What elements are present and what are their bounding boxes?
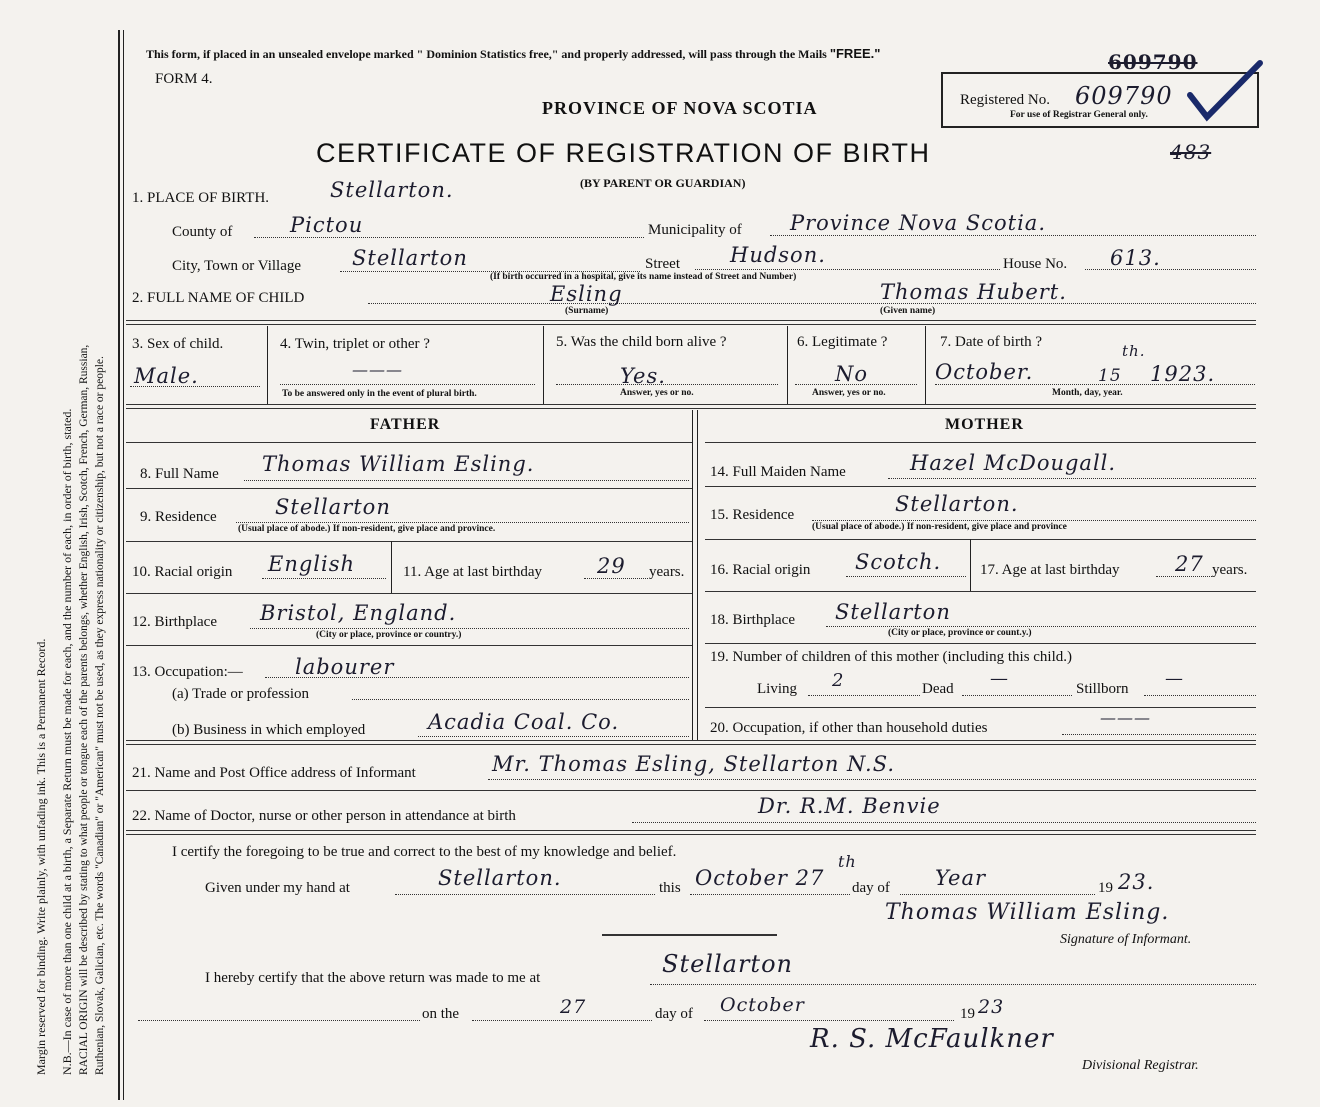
mother-birthplace-label: 18. Birthplace bbox=[710, 612, 795, 628]
father-birthplace-note: (City or place, province or country.) bbox=[316, 630, 462, 640]
mother-residence-label: 15. Residence bbox=[710, 507, 795, 523]
father-birthplace-value: Bristol, England. bbox=[260, 601, 457, 625]
mother-racial-dotline bbox=[846, 576, 966, 577]
father-racial-divider bbox=[391, 541, 392, 593]
province-heading: PROVINCE OF NOVA SCOTIA bbox=[542, 98, 818, 118]
father-trade-label: (a) Trade or profession bbox=[172, 686, 310, 702]
father-birthplace-dotline bbox=[250, 628, 689, 629]
registrar-day-dotline bbox=[472, 1020, 652, 1021]
dead-value: — bbox=[990, 668, 1009, 689]
registrar-note: For use of Registrar General only. bbox=[1010, 110, 1148, 120]
mother-birthplace-value: Stellarton bbox=[835, 600, 951, 624]
born-alive-note: Answer, yes or no. bbox=[620, 388, 694, 398]
mother-sep-1 bbox=[705, 486, 1256, 487]
dob-day: 15 bbox=[1098, 366, 1122, 386]
given-date-value: October 27 bbox=[695, 866, 825, 890]
county-label: County of bbox=[172, 224, 233, 240]
separator-top-2 bbox=[126, 324, 1256, 325]
twin-value: ——— bbox=[352, 360, 403, 379]
registrar-place-dotline bbox=[650, 984, 1256, 985]
doctor-dotline bbox=[632, 822, 1256, 823]
legitimate-note: Answer, yes or no. bbox=[812, 388, 886, 398]
this-label: this bbox=[659, 880, 681, 896]
informant-signature: Thomas William Esling. bbox=[885, 900, 1170, 925]
mother-sep-3 bbox=[705, 591, 1256, 592]
mother-age-dotline bbox=[1156, 576, 1212, 577]
col-divider-4 bbox=[543, 326, 544, 404]
born-alive-label: 5. Was the child born alive ? bbox=[556, 334, 727, 350]
living-value: 2 bbox=[832, 670, 845, 691]
city-label: City, Town or Village bbox=[172, 258, 302, 274]
registrar-month-value: October bbox=[720, 994, 805, 1016]
mother-name-dotline bbox=[888, 478, 1256, 479]
dob-day-suffix: th. bbox=[1122, 342, 1146, 360]
registrar-statement: I hereby certify that the above return was made to me at bbox=[205, 970, 541, 986]
house-label: House No. bbox=[1003, 256, 1068, 272]
dead-dotline bbox=[962, 695, 1072, 696]
on-the-label: on the bbox=[422, 1006, 460, 1022]
certify-statement: I certify the foregoing to be true and correct to the best of my knowledge and belief. bbox=[172, 844, 677, 860]
informant-label: 21. Name and Post Office address of Informant bbox=[132, 765, 416, 781]
sex-label: 3. Sex of child. bbox=[132, 336, 224, 352]
margin-border-line-inner bbox=[123, 30, 124, 1100]
father-name-value: Thomas William Esling. bbox=[262, 452, 535, 476]
dob-dotline bbox=[935, 384, 1255, 385]
sex-dotline bbox=[130, 386, 260, 387]
margin-note-racial-origin: RACIAL ORIGIN will be described by stating to what people or tongue each of the parents belongs, whether English, Irish, Scotch, French, German, Russian, bbox=[78, 344, 90, 1075]
sex-value: Male. bbox=[134, 364, 199, 388]
given-label: Given under my hand at bbox=[205, 880, 350, 896]
county-value: Pictou bbox=[290, 213, 364, 237]
mother-age-label: 17. Age at last birthday bbox=[980, 562, 1120, 578]
stillborn-label: Stillborn bbox=[1076, 681, 1129, 697]
city-value: Stellarton bbox=[352, 246, 468, 270]
legitimate-value: No bbox=[835, 362, 869, 386]
surname-note: (Surname) bbox=[565, 306, 609, 316]
mother-racial-divider bbox=[970, 539, 971, 591]
mother-age-value: 27 bbox=[1175, 552, 1204, 576]
mother-sep-4 bbox=[705, 643, 1256, 644]
informant-value: Mr. Thomas Esling, Stellarton N.S. bbox=[492, 752, 896, 776]
registrar-day-value: 27 bbox=[560, 996, 587, 1018]
municipality-dotline bbox=[770, 235, 1256, 236]
mother-heading-line bbox=[705, 442, 1256, 443]
doctor-label: 22. Name of Doctor, nurse or other person in attendance at birth bbox=[132, 808, 516, 824]
father-age-label: 11. Age at last birthday bbox=[403, 564, 542, 580]
mail-note bbox=[146, 46, 880, 62]
legitimate-label: 6. Legitimate ? bbox=[797, 334, 888, 350]
father-residence-note: (Usual place of abode.) If non-resident, give place and province. bbox=[238, 524, 496, 534]
father-trade-dotline bbox=[352, 699, 689, 700]
father-sep-2 bbox=[126, 541, 692, 542]
street-value: Hudson. bbox=[730, 243, 826, 267]
father-heading: FATHER bbox=[370, 416, 441, 433]
father-sep-1 bbox=[126, 488, 692, 489]
separator-informant bbox=[126, 790, 1256, 791]
mother-residence-value: Stellarton. bbox=[895, 492, 1019, 516]
given-place-dotline bbox=[395, 894, 655, 895]
dead-label: Dead bbox=[922, 681, 954, 697]
registered-label: Registered No. bbox=[960, 92, 1050, 108]
separator-mid-1 bbox=[126, 404, 1256, 405]
father-sep-4 bbox=[126, 645, 692, 646]
child-name-label: 2. FULL NAME OF CHILD bbox=[132, 290, 305, 306]
mother-residence-dotline bbox=[812, 520, 1256, 521]
registrar-year-suffix: 23 bbox=[978, 996, 1005, 1018]
mail-note-text: This form, if placed in an unsealed envelope marked " Dominion Statistics free," and properly addressed, will pass through the Mails bbox=[146, 47, 827, 61]
mother-children-label: 19. Number of children of this mother (including this child.) bbox=[710, 649, 1073, 665]
registrar-year-prefix: 19 bbox=[960, 1006, 975, 1022]
mother-sep-5 bbox=[705, 707, 1256, 708]
mother-birthplace-note: (City or place, province or count.y.) bbox=[888, 628, 1032, 638]
living-label: Living bbox=[757, 681, 797, 697]
separator-top-1 bbox=[126, 320, 1256, 321]
dob-year: 1923. bbox=[1150, 362, 1216, 386]
father-heading-line bbox=[126, 442, 692, 443]
street-dotline bbox=[695, 269, 1000, 270]
margin-note-multiple-births: N.B.—In case of more than one child at a birth, a Separate Return must be made for each, and the number of each, in order of birth, stated. bbox=[60, 408, 74, 1075]
child-name-dotline bbox=[368, 303, 1256, 304]
father-name-dotline bbox=[244, 480, 689, 481]
registrar-signature-label: Divisional Registrar. bbox=[1082, 1058, 1199, 1073]
day-of-label: day of bbox=[852, 880, 890, 896]
dob-month: October. bbox=[935, 360, 1034, 384]
municipality-label: Municipality of bbox=[648, 222, 742, 238]
father-racial-label: 10. Racial origin bbox=[132, 564, 233, 580]
form-number: FORM 4. bbox=[155, 71, 213, 87]
father-birthplace-label: 12. Birthplace bbox=[132, 614, 217, 630]
father-business-value: Acadia Coal. Co. bbox=[428, 710, 620, 734]
registrar-signature: R. S. McFaulkner bbox=[810, 1024, 1054, 1054]
parent-divider-right bbox=[697, 410, 698, 740]
father-occupation-value: labourer bbox=[295, 655, 395, 679]
registered-struck-number: 609790 bbox=[1108, 50, 1198, 74]
father-occupation-label: 13. Occupation:— bbox=[132, 664, 243, 680]
father-residence-dotline bbox=[236, 522, 689, 523]
registered-number: 609790 bbox=[1075, 82, 1173, 110]
mother-birthplace-dotline bbox=[826, 626, 1256, 627]
mother-racial-label: 16. Racial origin bbox=[710, 562, 811, 578]
mother-occupation-label: 20. Occupation, if other than household duties bbox=[710, 720, 988, 736]
place-of-birth-label: 1. PLACE OF BIRTH. bbox=[132, 190, 270, 206]
place-of-birth-value: Stellarton. bbox=[330, 178, 454, 202]
certificate-title: CERTIFICATE OF REGISTRATION OF BIRTH bbox=[316, 138, 931, 168]
margin-note-racial-origin-cont: Ruthenian, Slovak, Galician, etc. The words "Canadian" or "American" must not be used, as they express nationality or citizenship, but not a race or people. bbox=[94, 356, 106, 1075]
father-name-label: 8. Full Name bbox=[140, 466, 219, 482]
given-year-suffix: 23. bbox=[1118, 870, 1155, 894]
father-business-label: (b) Business in which employed bbox=[172, 722, 366, 738]
given-date-suffix: th bbox=[838, 852, 857, 871]
mother-sep-2 bbox=[705, 539, 1256, 540]
legitimate-dotline bbox=[795, 384, 917, 385]
corner-mark: 483 bbox=[1170, 140, 1212, 164]
registrar-lead-dotline bbox=[138, 1020, 420, 1021]
father-racial-value: English bbox=[268, 552, 356, 576]
stillborn-value: — bbox=[1165, 668, 1184, 689]
stillborn-dotline bbox=[1144, 695, 1256, 696]
registrar-day-of-label: day of bbox=[655, 1006, 693, 1022]
municipality-value: Province Nova Scotia. bbox=[790, 211, 1046, 235]
father-residence-value: Stellarton bbox=[275, 495, 391, 519]
mail-free-text: "FREE." bbox=[829, 46, 881, 61]
born-alive-dotline bbox=[556, 384, 778, 385]
given-place-value: Stellarton. bbox=[438, 866, 562, 890]
mother-heading: MOTHER bbox=[945, 416, 1024, 433]
doctor-value: Dr. R.M. Benvie bbox=[758, 794, 941, 818]
registrar-month-dotline bbox=[704, 1020, 954, 1021]
dob-note: Month, day, year. bbox=[1052, 388, 1123, 398]
given-name-note: (Given name) bbox=[880, 306, 936, 316]
given-year-prefix: 19 bbox=[1098, 880, 1113, 896]
father-age-unit: years. bbox=[649, 564, 685, 580]
parent-divider-left bbox=[692, 410, 693, 740]
hospital-note: (If birth occurred in a hospital, give its name instead of Street and Number) bbox=[490, 272, 797, 282]
col-divider-6 bbox=[925, 326, 926, 404]
separator-mid-2 bbox=[126, 408, 1256, 409]
col-divider-3 bbox=[267, 326, 268, 404]
house-value: 613. bbox=[1110, 246, 1161, 270]
father-sep-3 bbox=[126, 593, 692, 594]
margin-border-line bbox=[118, 30, 120, 1100]
checkmark-icon bbox=[1185, 55, 1265, 130]
county-dotline bbox=[254, 237, 644, 238]
separator-low-2 bbox=[126, 744, 1256, 745]
father-age-value: 29 bbox=[597, 554, 626, 578]
given-month-value: Year bbox=[935, 866, 987, 890]
mother-occupation-dotline bbox=[1062, 734, 1256, 735]
twin-dotline bbox=[280, 384, 535, 385]
father-occupation-dotline bbox=[265, 677, 689, 678]
father-racial-dotline bbox=[262, 578, 386, 579]
given-date-dotline bbox=[690, 894, 850, 895]
registrar-place-value: Stellarton bbox=[662, 950, 793, 978]
mother-occupation-value: ——— bbox=[1100, 708, 1151, 727]
street-label: Street bbox=[645, 256, 680, 272]
born-alive-value: Yes. bbox=[620, 364, 666, 388]
given-month-dotline bbox=[900, 894, 1095, 895]
col-divider-5 bbox=[787, 326, 788, 404]
signature-rule bbox=[602, 934, 777, 936]
twin-note: To be answered only in the event of plural birth. bbox=[282, 389, 477, 399]
child-given-value: Thomas Hubert. bbox=[880, 280, 1067, 304]
margin-note-binding: Margin reserved for binding. Write plainly, with unfading ink. This is a Permanent Record. bbox=[34, 638, 48, 1075]
separator-doctor-1 bbox=[126, 830, 1256, 831]
informant-dotline bbox=[488, 779, 1256, 780]
mother-name-label: 14. Full Maiden Name bbox=[710, 464, 846, 480]
mother-name-value: Hazel McDougall. bbox=[910, 451, 1117, 475]
child-surname-value: Esling bbox=[550, 282, 623, 306]
mother-age-unit: years. bbox=[1212, 562, 1248, 578]
father-age-dotline bbox=[584, 578, 648, 579]
father-residence-label: 9. Residence bbox=[140, 509, 217, 525]
certificate-subtitle: (BY PARENT OR GUARDIAN) bbox=[580, 176, 746, 190]
signature-label: Signature of Informant. bbox=[1060, 932, 1192, 947]
twin-label: 4. Twin, triplet or other ? bbox=[280, 336, 430, 352]
father-business-dotline bbox=[418, 736, 689, 737]
date-of-birth-label: 7. Date of birth ? bbox=[940, 334, 1043, 350]
living-dotline bbox=[808, 695, 920, 696]
separator-doctor-2 bbox=[126, 834, 1256, 835]
separator-low-1 bbox=[126, 740, 1256, 741]
mother-residence-note: (Usual place of abode.) If non-resident, give place and province bbox=[812, 522, 1067, 532]
mother-racial-value: Scotch. bbox=[855, 550, 942, 574]
